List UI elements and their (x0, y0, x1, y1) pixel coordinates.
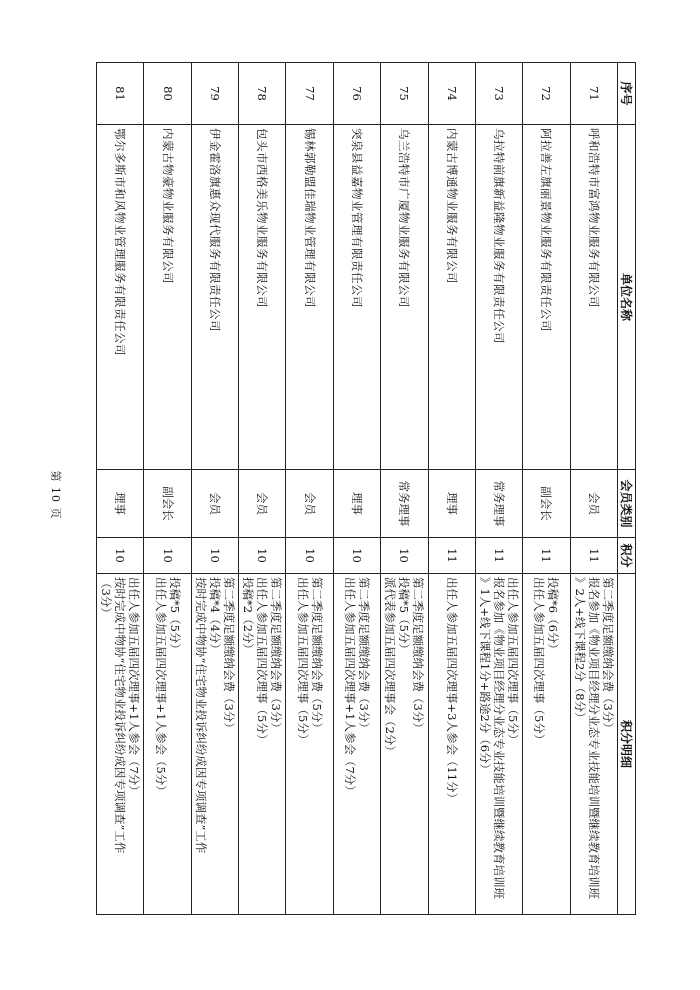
score-detail-line: 出任人参加五届四次理事（5分） (295, 577, 310, 746)
table-row (428, 63, 475, 915)
row-score: 10 (239, 538, 286, 574)
score-detail-line: 出任人参加五届四次理事+1人参会（7分） (343, 577, 358, 797)
table-row (191, 63, 238, 915)
row-member-type: 常务理事 (475, 470, 522, 538)
score-detail-line: 第二季度足额缴纳会费（3分） (600, 577, 615, 734)
score-detail-line: 报名参加《物业项目经理分业态专业技能培训暨继续教育培训班 (492, 577, 507, 899)
row-serial-number: 77 (286, 63, 333, 125)
row-score: 10 (97, 538, 144, 574)
row-score: 10 (286, 538, 333, 574)
score-detail-line: 出任人参加五届四次理事+1人参会（7分） (127, 577, 142, 797)
row-serial-number: 78 (239, 63, 286, 125)
table-row (570, 63, 617, 915)
row-serial-number: 80 (144, 63, 191, 125)
row-score-details (475, 574, 522, 915)
row-score: 11 (523, 538, 570, 574)
row-score-details (191, 574, 238, 915)
score-detail-line: 投稿*5（5分） (167, 577, 182, 655)
header-score-details: 积分明细 (618, 574, 636, 915)
score-detail-line: 》1人+线下课程1分+路途2分（6分） (478, 577, 493, 776)
row-score: 10 (333, 538, 380, 574)
table-row (333, 63, 380, 915)
score-detail-line: 第二季度足额缴纳会费（3分） (411, 577, 426, 734)
row-score-details (428, 574, 475, 915)
row-score-details (239, 574, 286, 915)
row-unit-name: 锡林郭勒盟佳瑞物业管理有限公司 (286, 125, 333, 470)
score-detail-line: 第二季度足额缴纳会费（5分） (309, 577, 324, 734)
row-score: 11 (428, 538, 475, 574)
table-row (239, 63, 286, 915)
row-member-type: 会员 (239, 470, 286, 538)
score-detail-line: 报名参加《物业项目经理分业态专业技能培训暨继续教育培训班 (586, 577, 601, 899)
row-unit-name: 鄂尔多斯市和风物业管理服务有限责任公司 (97, 125, 144, 470)
score-detail-line: 出任人参加五届四次理事（5分） (506, 577, 521, 746)
table-body (97, 63, 618, 915)
row-serial-number: 72 (523, 63, 570, 125)
row-unit-name: 乌兰浩特市广厦物业服务有限公司 (381, 125, 428, 470)
header-serial-number: 序号 (618, 63, 636, 125)
row-serial-number: 71 (570, 63, 617, 125)
row-score-details (286, 574, 333, 915)
row-score: 11 (570, 538, 617, 574)
row-unit-name: 伊金霍洛旗惠众现代服务有限责任公司 (191, 125, 238, 470)
row-score: 10 (144, 538, 191, 574)
score-detail-line: 按时完成中物协“住宅物业投诉纠纷成因专项调查”工作 (113, 577, 128, 854)
row-member-type: 理事 (97, 470, 144, 538)
header-unit-name: 单位名称 (618, 125, 636, 470)
row-member-type: 副会长 (523, 470, 570, 538)
row-member-type: 常务理事 (381, 470, 428, 538)
row-member-type: 副会长 (144, 470, 191, 538)
score-detail-line: 派代表参加五届四次理事会（2分） (383, 577, 398, 757)
score-detail-line: 投稿*4（4分） (207, 577, 222, 655)
table-row (97, 63, 144, 915)
row-unit-name: 突泉县益嘉物业管理有限责任公司 (333, 125, 380, 470)
row-serial-number: 75 (381, 63, 428, 125)
score-detail-line: 投稿*5（5分） (397, 577, 412, 655)
table-row (523, 63, 570, 915)
member-points-table (96, 62, 636, 915)
row-unit-name: 内蒙古博通物业服务有限公司 (428, 125, 475, 470)
table-row (144, 63, 191, 915)
row-unit-name: 内蒙古物豪物业服务有限公司 (144, 125, 191, 470)
row-serial-number: 76 (333, 63, 380, 125)
row-score: 10 (381, 538, 428, 574)
score-detail-line: 出任人参加五届四次理事（5分） (532, 577, 547, 746)
row-score-details (333, 574, 380, 915)
row-score-details (381, 574, 428, 915)
row-unit-name: 呼和浩特市富鸿物业服务有限公司 (570, 125, 617, 470)
score-detail-line: 出任人参加五届四次理事（5分） (255, 577, 270, 746)
row-member-type: 会员 (570, 470, 617, 538)
row-serial-number: 81 (97, 63, 144, 125)
header-member-type: 会员类别 (618, 470, 636, 538)
header-score: 积分 (618, 538, 636, 574)
row-score: 10 (191, 538, 238, 574)
row-serial-number: 73 (475, 63, 522, 125)
table-row (381, 63, 428, 915)
row-member-type: 会员 (286, 470, 333, 538)
score-detail-line: 第二季度足额缴纳会费（3分） (269, 577, 284, 734)
score-detail-line: （3分） (99, 577, 114, 619)
score-detail-line: 按时完成中物协“住宅物业投诉纠纷成因专项调查”工作 (193, 577, 208, 854)
row-member-type: 理事 (428, 470, 475, 538)
score-detail-line: 投稿*2（2分） (241, 577, 256, 655)
score-detail-line: 出任人参加五届四次理事+1人参会（5分） (153, 577, 168, 797)
table-header-row (618, 63, 636, 915)
row-score: 11 (475, 538, 522, 574)
row-member-type: 会员 (191, 470, 238, 538)
score-detail-line: 》2人+线下课程2分（8分） (572, 577, 587, 724)
score-detail-line: 出任人参加五届四次理事+3人参会（11分） (444, 577, 459, 805)
row-member-type: 理事 (333, 470, 380, 538)
table-row (286, 63, 333, 915)
row-serial-number: 74 (428, 63, 475, 125)
page-number: 第 10 页 (49, 470, 62, 520)
row-unit-name: 包头市西格美乐物业服务有限公司 (239, 125, 286, 470)
row-serial-number: 79 (191, 63, 238, 125)
score-detail-line: 投稿*6（6分） (546, 577, 561, 655)
row-score-details (97, 574, 144, 915)
row-score-details (523, 574, 570, 915)
score-detail-line: 第二季度足额缴纳会费（3分） (221, 577, 236, 734)
row-score-details (144, 574, 191, 915)
row-score-details (570, 574, 617, 915)
table-row (475, 63, 522, 915)
score-detail-line: 第二季度足额缴纳会费（3分） (357, 577, 372, 734)
row-unit-name: 阿拉善左旗丽景物业服务有限责任公司 (523, 125, 570, 470)
row-unit-name: 乌拉特前旗新益隆物业服务有限责任公司 (475, 125, 522, 470)
